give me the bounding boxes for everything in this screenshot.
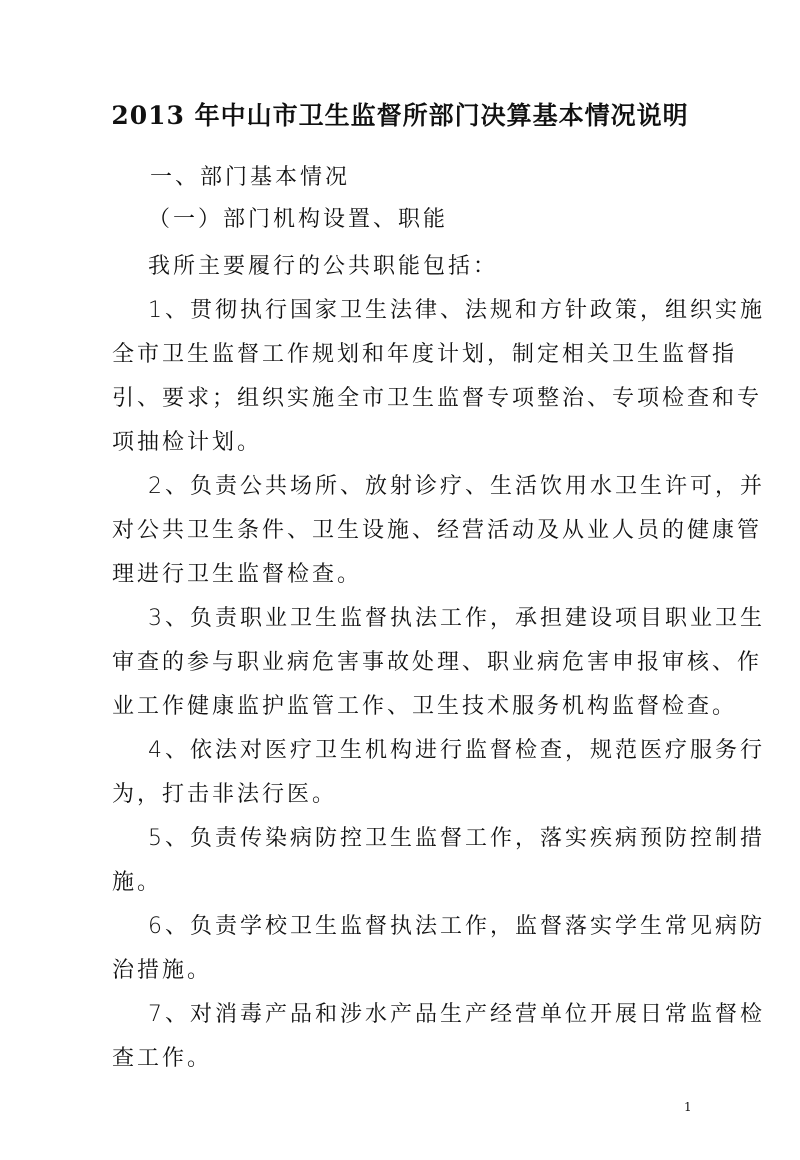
body-line-17: 7、对消毒产品和涉水产品生产经营单位开展日常监督检 [148,1002,765,1027]
body-line-18: 查工作。 [112,1046,213,1071]
intro-line: 我所主要履行的公共职能包括： [148,254,499,279]
body-line-2: 全市卫生监督工作规划和年度计划，制定相关卫生监督指 [112,342,738,367]
body-line-7: 理进行卫生监督检查。 [112,562,363,587]
body-line-5: 2、负责公共场所、放射诊疗、生活饮用水卫生许可，并 [148,474,765,499]
page-number: 1 [684,1100,692,1114]
document-title: 2013 年中山市卫生监督所部门决算基本情况说明 [111,101,689,130]
body-line-10: 业工作健康监护监管工作、卫生技术服务机构监督检查。 [112,694,738,719]
body-line-14: 施。 [112,870,163,895]
body-line-15: 6、负责学校卫生监督执法工作，监督落实学生常见病防 [148,914,765,939]
section-heading: 一、部门基本情况 [150,165,351,190]
body-line-13: 5、负责传染病防控卫生监督工作，落实疾病预防控制措 [148,826,765,851]
body-line-16: 治措施。 [112,958,213,983]
body-line-6: 对公共卫生条件、卫生设施、经营活动及从业人员的健康管 [112,518,763,543]
body-line-3: 引、要求；组织实施全市卫生监督专项整治、专项检查和专 [112,386,763,411]
body-line-4: 项抽检计划。 [112,430,263,455]
body-line-12: 为，打击非法行医。 [112,782,338,807]
body-line-9: 审查的参与职业病危害事故处理、职业病危害申报审核、作 [112,650,763,675]
body-line-8: 3、负责职业卫生监督执法工作，承担建设项目职业卫生 [148,606,765,631]
body-line-1: 1、贯彻执行国家卫生法律、法规和方针政策，组织实施 [148,298,765,323]
body-line-11: 4、依法对医疗卫生机构进行监督检查，规范医疗服务行 [148,738,765,763]
subsection-heading: （一）部门机构设置、职能 [148,207,449,232]
